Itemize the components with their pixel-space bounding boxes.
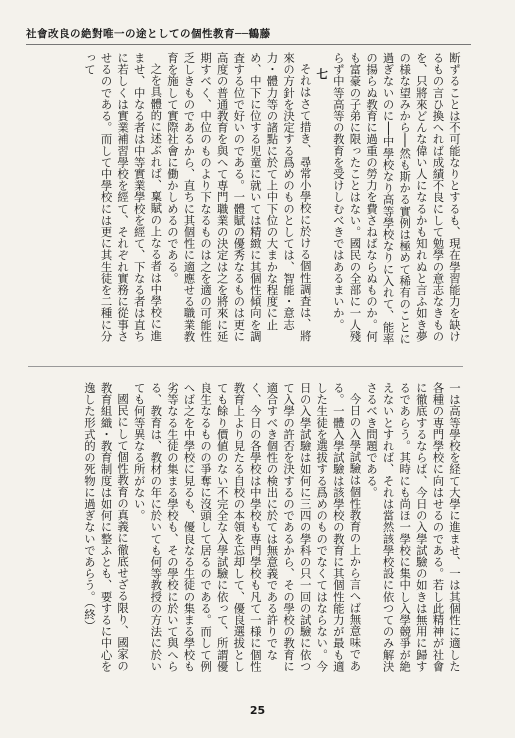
- page-number: 25: [249, 704, 266, 717]
- section-number: 七: [315, 68, 330, 80]
- lower-text-block: [28, 382, 463, 672]
- paragraph: 断ずることは不可能なりとするも、現在學習能力を缺けるもの言ひ換へれば成績不良にして勉學の意志なきものを、只將來どんな偉い人になるかも知れぬと言ふ如き夢の様な望みから──然も斯かる實例は極めて稀有のことに過ぎないのに──中學校なり高等學校なりに入れて、能率の揚らぬ教育に過重の勞力を費さねばならぬものか。何も富豪の子弟に限ったことはない。國民の全部に一人殘らず中等高等の教育を受けしむべきではあるまいか。: [331, 52, 462, 345]
- paragraph: 國民にして個性教育の真義に徹底せざる限り、國家の教育組織・教育制度は如何に整ふとも、要するに中心を逸した形式的の死物に過ぎないであらう。（終）: [82, 382, 131, 672]
- upper-text-block: [28, 52, 463, 352]
- paragraph: それはさて措き、尋常小學校に於ける個性調査は、將來の方針を決定する爲めのものとしては、智能・意志力・體力等の諸點に於て上中下位の大まかな程度に止め、中下に位する児童に就いては精緻に其個性傾向を調査する位で好いのである。一體賦の優秀なるものは更に高度の普通教育を與へて専門職業の決定は之を將來に延期すべく、中位のものより下なるものは之を適の可能性乏しきものであるから、直ちに其個性に適應せる職業教育を施して實際社會に働かしめるのである。: [165, 52, 313, 342]
- running-header: 社會改良の絶對唯一の途としての個性教育──鶴藤: [26, 26, 471, 45]
- paragraph: 今日の入學試驗は個性教育の上から言へば無意味である。一體入學試驗は該學校の教育に其個性能力が最も適した生徒を選拔する爲めのものでなくてはならない。今日の入學試驗は如何に三四の學科の只一回の試驗に依つて入學の許否を決するのであるから、その學校の教育に適合すべき個性の検出に於ては無意義である許りでなく、今日の各學校は中學校も専門學校も凡て一様に個性教育上より見たる自校の本領を忘却して、優良選拔としても餘り價値のない不完全な入學試驗に依って、所謂優良生なるものの爭奪に沒頭して居るのである。而して例へば之を中學校に見るも、優良なる生徒の集まる學校も劣等なる生徒の集まる學校も、その學校に於いて與へらる、教育は、教材の年に於いても何等教授の方法に於いても何等異なる所がない。: [132, 382, 363, 672]
- paragraph: 之を具體的に述ぶれば、稟賦の上なる者は中學校に進ませ、中なる者は中等實業學校を經て、下なる者は直ちに若しくは實業補習學校を經て、それぞれ實務に從事させるのである。而して中學校には更に其生徒を二種に分って: [82, 52, 164, 342]
- paragraph: 一は高等學校を経て大學に進ませ、一は其個性に適した各種の専門學校に向はせるのである。若し此精神が社會に徹底するならば、今日の入學試驗の如きは無用に歸するであらう。其時にも尚ほ一學校に集中し入學競爭が絶えないとすれば、それは當然該學校設に依つてのみ解決さるべき問題である。: [365, 382, 462, 672]
- section-divider: [28, 366, 463, 367]
